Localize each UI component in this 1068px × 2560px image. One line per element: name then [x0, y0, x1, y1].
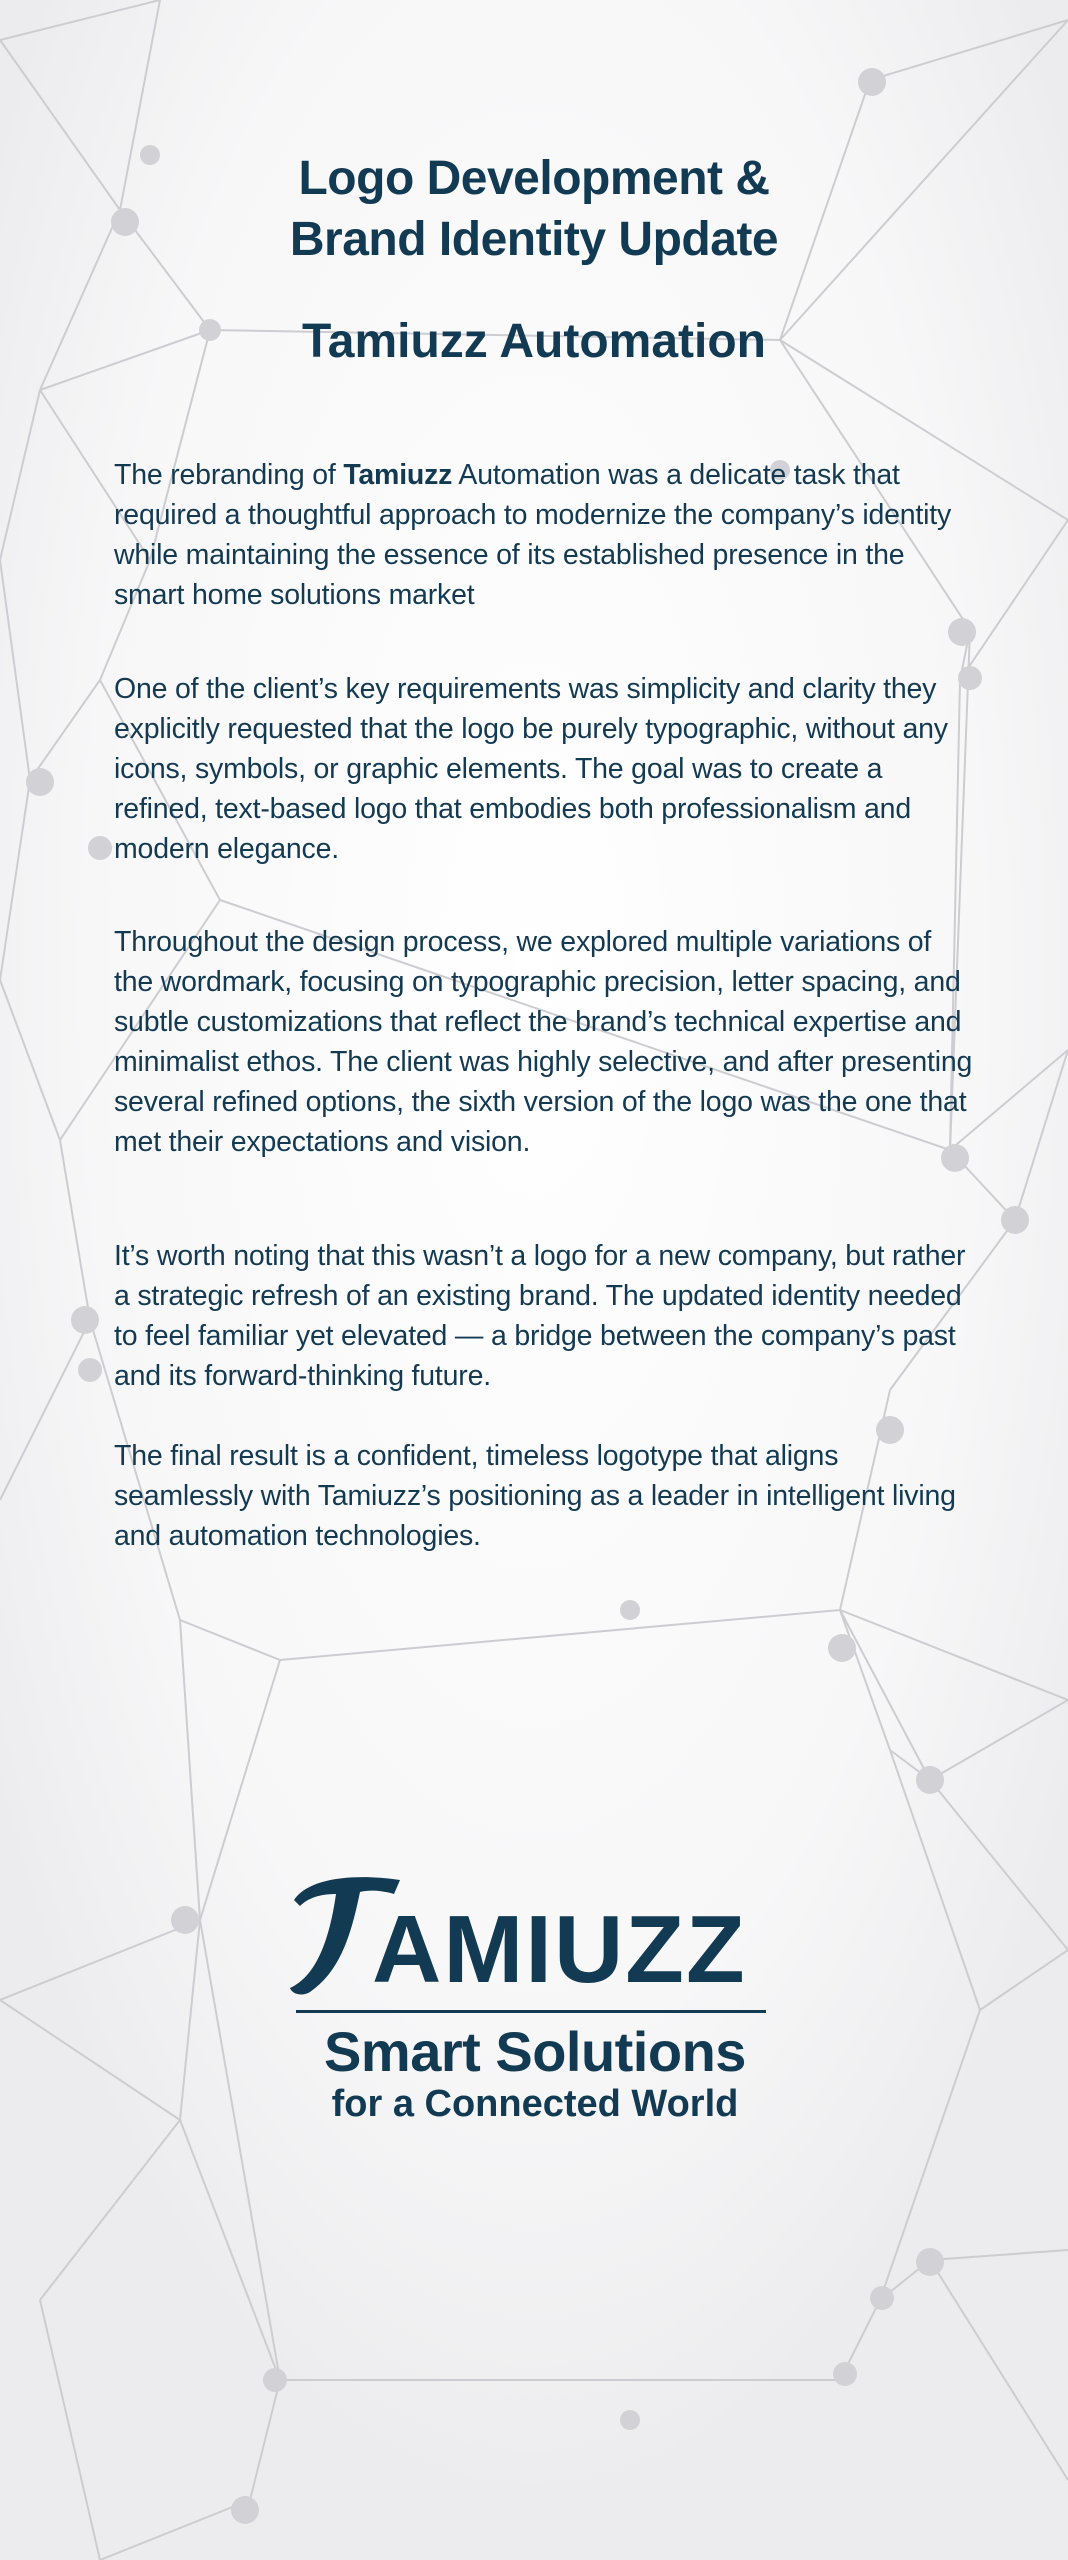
logo-wordmark-text: AMIUZZ [372, 1896, 747, 2000]
paragraph-rebranding [114, 455, 974, 615]
paragraph-final-result: The final result is a confident, timeless logotype that aligns seamlessly with Tamiuzz’s positioning as a leader in intelligent living and automation technologies. [114, 1440, 956, 1552]
p1-bold-brand: Tamiuzz [343, 459, 453, 491]
paragraph-design-process: Throughout the design process, we explored multiple variations of the wordmark, focusing on typographic precision, letter spacing, and subtle customizations that reflect the brand’s technical expertise and minimalist ethos. The client was highly selective, and after presenting several refined options, the sixth version of the logo was the one that met their expectations and vision. [114, 926, 973, 1158]
title-line-1: Logo Development & [298, 152, 770, 205]
logo-tagline-1: Smart Solutions [324, 2020, 746, 2083]
paragraph-requirements: One of the client’s key requirements was simplicity and clarity they explicitly requested that the logo be purely typographic, without any icons, symbols, or graphic elements. The goal was to create a refined, text-based logo that embodies both professionalism and modern elegance. [114, 673, 948, 865]
title-line-2: Brand Identity Update [289, 213, 779, 266]
logo-tagline-2: for a Connected World [331, 2083, 739, 2125]
p1-text-after: Automation was a delicate task that required a thoughtful approach to modernize the company’s identity while maintaining the essence of its established presence in the smart home solutions market [114, 459, 952, 611]
company-name-heading: Tamiuzz Automation [302, 315, 766, 368]
page-title [0, 148, 1068, 270]
logo-divider [296, 2010, 766, 2013]
tamiuzz-logo [290, 1870, 780, 2130]
paragraph-strategic-refresh: It’s worth noting that this wasn’t a logo for a new company, but rather a strategic refresh of an existing brand. The updated identity needed to feel familiar yet elevated — a bridge between the company’s past and its forward-thinking future. [114, 1240, 966, 1392]
logo-wordmark [290, 1870, 770, 2000]
p1-text-before: The rebranding of [114, 459, 344, 491]
